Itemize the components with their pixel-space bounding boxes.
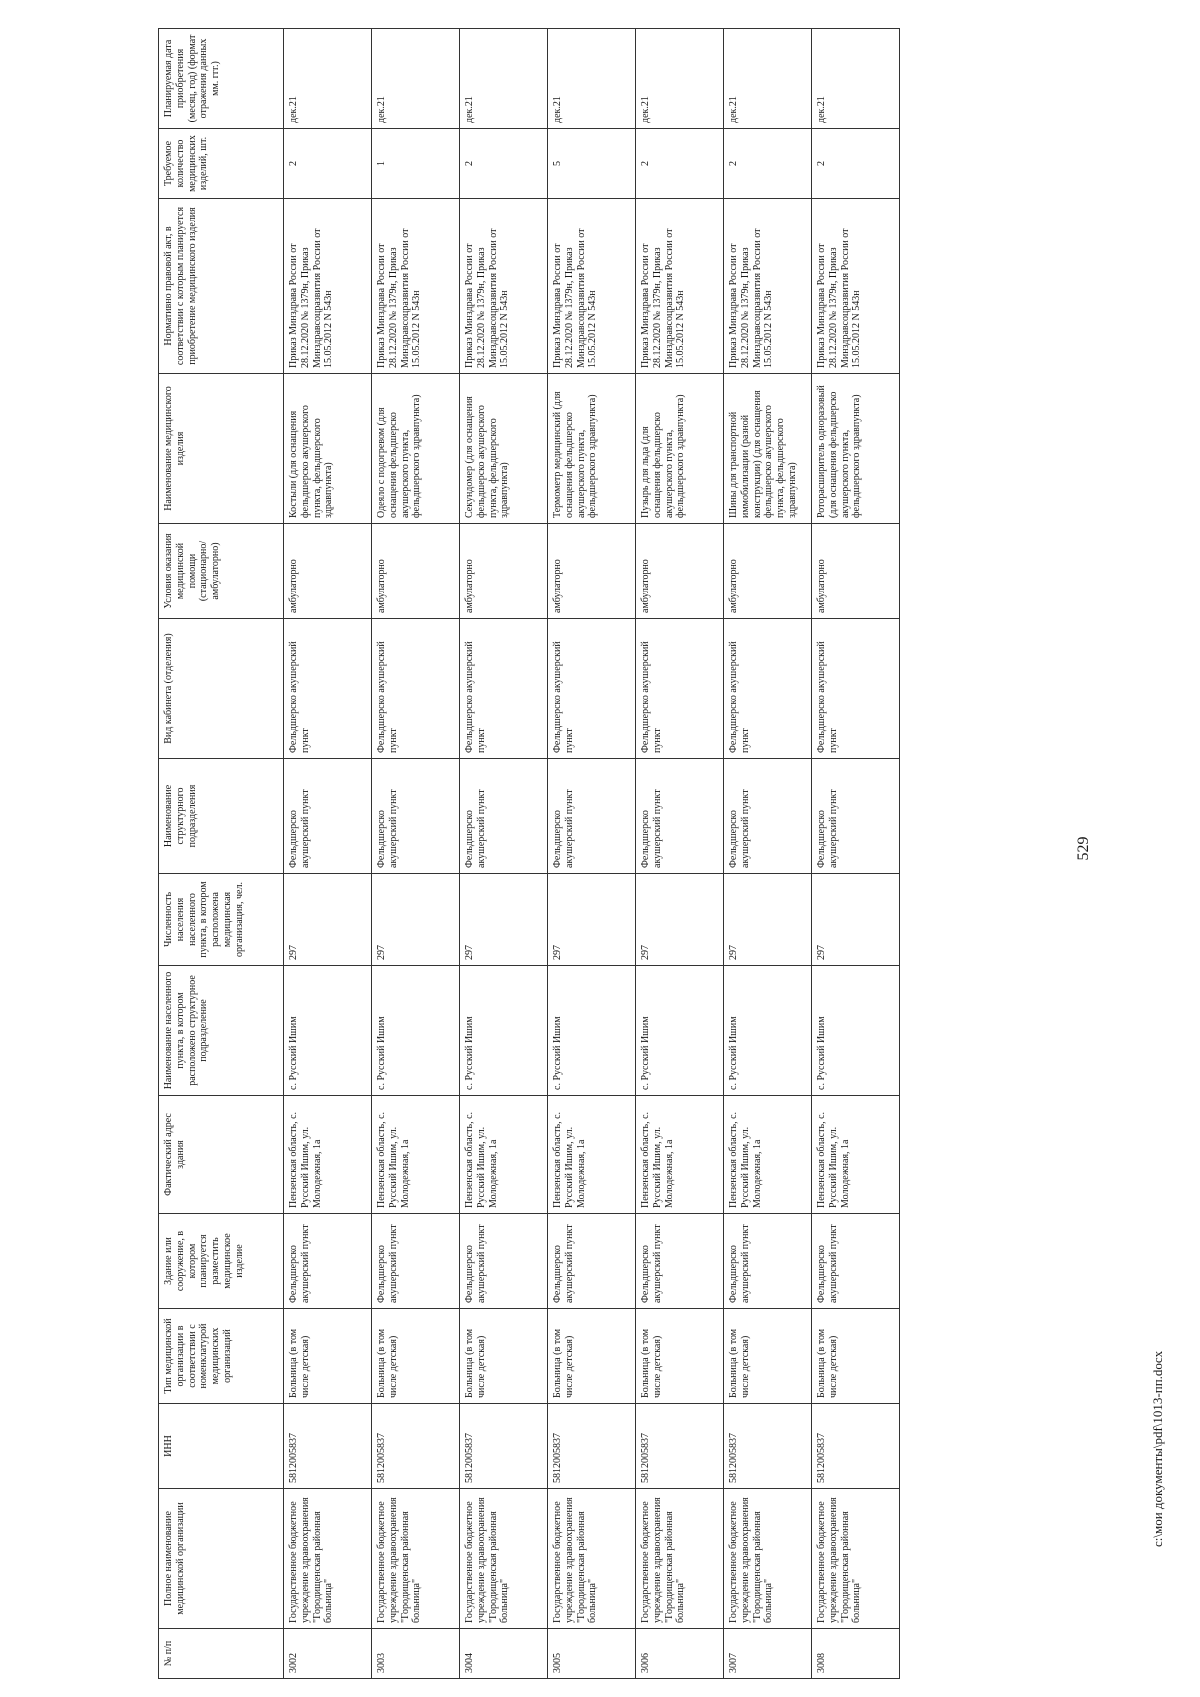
cell-conditions: амбулаторно <box>284 524 372 619</box>
cell-date: дек.21 <box>724 29 812 129</box>
cell-legal-act: Приказ Минздрава России от 28.12.2020 № 1379н, Приказ Минздравсоцразвития России от 15.05.2012 N 543н <box>636 199 724 374</box>
cell-unit: Фельдшерско акушерский пункт <box>548 759 636 874</box>
cell-unit: Фельдшерско акушерский пункт <box>460 759 548 874</box>
header-cell: Наименование медицинского изделия <box>159 374 284 524</box>
cell-device: Роторасширитель одноразовый (для оснащения фельдшерско акушерского пункта, фельдшерского здравпункта) <box>812 374 900 524</box>
cell-inn: 5812005837 <box>724 1404 812 1489</box>
cell-inn: 5812005837 <box>548 1404 636 1489</box>
cell-unit: Фельдшерско акушерский пункт <box>812 759 900 874</box>
cell-cabinet: Фельдшерско акушерский пункт <box>812 619 900 759</box>
cell-legal-act: Приказ Минздрава России от 28.12.2020 № 1379н, Приказ Минздравсоцразвития России от 15.05.2012 N 543н <box>724 199 812 374</box>
equipment-table <box>158 28 900 1679</box>
header-cell: Наименование структурного подразделения <box>159 759 284 874</box>
cell-building: Фельдшерско акушерский пункт <box>460 1214 548 1309</box>
cell-quantity: 1 <box>372 129 460 199</box>
cell-building: Фельдшерско акушерский пункт <box>548 1214 636 1309</box>
header-cell: Численность населения населенного пункта, в котором расположена медицинская организация, чел. <box>159 874 284 966</box>
header-cell: Здание или сооружение, в котором планируется разместить медицинское изделие <box>159 1214 284 1309</box>
header-cell: Фактический адрес здания <box>159 1096 284 1214</box>
cell-quantity: 2 <box>460 129 548 199</box>
cell-organization: Государственное бюджетное учреждение здравоохранения "Городищенская районная больница" <box>724 1489 812 1629</box>
cell-inn: 5812005837 <box>284 1404 372 1489</box>
cell-address: Пензенская область, с. Русский Ишим, ул. Молодежная, 1а <box>372 1096 460 1214</box>
cell-settlement: с. Русский Ишим <box>460 966 548 1096</box>
cell-number: 3004 <box>460 1629 548 1679</box>
cell-organization: Государственное бюджетное учреждение здравоохранения "Городищенская районная больница" <box>636 1489 724 1629</box>
cell-settlement: с. Русский Ишим <box>812 966 900 1096</box>
cell-organization: Государственное бюджетное учреждение здравоохранения "Городищенская районная больница" <box>460 1489 548 1629</box>
cell-device: Шины для транспортной иммобилизации (разной конструкции) (для оснащения фельдшерско акушерского пункта, фельдшерского здравпункта) <box>724 374 812 524</box>
cell-device: Одеяло с подогревом (для оснащения фельдшерско акушерского пункта, фельдшерского здравпункта) <box>372 374 460 524</box>
cell-date: дек.21 <box>460 29 548 129</box>
cell-conditions: амбулаторно <box>812 524 900 619</box>
cell-org-type: Больница (в том числе детская) <box>812 1309 900 1404</box>
cell-conditions: амбулаторно <box>636 524 724 619</box>
cell-inn: 5812005837 <box>812 1404 900 1489</box>
page-number: 529 <box>1075 836 1092 861</box>
cell-legal-act: Приказ Минздрава России от 28.12.2020 № 1379н, Приказ Минздравсоцразвития России от 15.05.2012 N 543н <box>548 199 636 374</box>
cell-legal-act: Приказ Минздрава России от 28.12.2020 № 1379н, Приказ Минздравсоцразвития России от 15.05.2012 N 543н <box>284 199 372 374</box>
cell-date: дек.21 <box>284 29 372 129</box>
cell-inn: 5812005837 <box>372 1404 460 1489</box>
cell-number: 3008 <box>812 1629 900 1679</box>
cell-population: 297 <box>548 874 636 966</box>
table-row <box>812 29 900 1679</box>
cell-population: 297 <box>284 874 372 966</box>
cell-device: Костыли (для оснащения фельдшерско акушерского пункта, фельдшерского здравпункта) <box>284 374 372 524</box>
header-cell: Условия оказания медицинской помощи (стационарно/ амбулаторно) <box>159 524 284 619</box>
cell-unit: Фельдшерско акушерский пункт <box>284 759 372 874</box>
cell-building: Фельдшерско акушерский пункт <box>636 1214 724 1309</box>
cell-building: Фельдшерско акушерский пункт <box>372 1214 460 1309</box>
cell-inn: 5812005837 <box>636 1404 724 1489</box>
header-cell: Полное наименование медицинской организации <box>159 1489 284 1629</box>
cell-quantity: 2 <box>812 129 900 199</box>
cell-quantity: 2 <box>284 129 372 199</box>
cell-conditions: амбулаторно <box>372 524 460 619</box>
cell-cabinet: Фельдшерско акушерский пункт <box>372 619 460 759</box>
cell-cabinet: Фельдшерско акушерский пункт <box>636 619 724 759</box>
table-row <box>548 29 636 1679</box>
cell-cabinet: Фельдшерско акушерский пункт <box>460 619 548 759</box>
cell-number: 3006 <box>636 1629 724 1679</box>
cell-settlement: с. Русский Ишим <box>724 966 812 1096</box>
cell-legal-act: Приказ Минздрава России от 28.12.2020 № 1379н, Приказ Минздравсоцразвития России от 15.05.2012 N 543н <box>460 199 548 374</box>
header-cell: Требуемое количество медицинских изделий, шт. <box>159 129 284 199</box>
cell-population: 297 <box>636 874 724 966</box>
cell-legal-act: Приказ Минздрава России от 28.12.2020 № 1379н, Приказ Минздравсоцразвития России от 15.05.2012 N 543н <box>812 199 900 374</box>
cell-quantity: 5 <box>548 129 636 199</box>
cell-date: дек.21 <box>372 29 460 129</box>
table-row <box>724 29 812 1679</box>
cell-org-type: Больница (в том числе детская) <box>460 1309 548 1404</box>
cell-quantity: 2 <box>724 129 812 199</box>
cell-cabinet: Фельдшерско акушерский пункт <box>284 619 372 759</box>
cell-unit: Фельдшерско акушерский пункт <box>724 759 812 874</box>
cell-settlement: с. Русский Ишим <box>548 966 636 1096</box>
header-cell: Наименование населенного пункта, в котором расположено структурное подразделение <box>159 966 284 1096</box>
cell-organization: Государственное бюджетное учреждение здравоохранения "Городищенская районная больница" <box>812 1489 900 1629</box>
cell-organization: Государственное бюджетное учреждение здравоохранения "Городищенская районная больница" <box>284 1489 372 1629</box>
cell-building: Фельдшерско акушерский пункт <box>284 1214 372 1309</box>
table-row <box>636 29 724 1679</box>
cell-inn: 5812005837 <box>460 1404 548 1489</box>
cell-device: Секундомер (для оснащения фельдшерско акушерского пункта, фельдшерского здравпункта) <box>460 374 548 524</box>
table-row <box>372 29 460 1679</box>
cell-number: 3007 <box>724 1629 812 1679</box>
cell-conditions: амбулаторно <box>724 524 812 619</box>
cell-date: дек.21 <box>636 29 724 129</box>
cell-address: Пензенская область, с. Русский Ишим, ул. Молодежная, 1а <box>284 1096 372 1214</box>
cell-unit: Фельдшерско акушерский пункт <box>372 759 460 874</box>
header-cell: № п/п <box>159 1629 284 1679</box>
header-cell: Вид кабинета (отделения) <box>159 619 284 759</box>
cell-cabinet: Фельдшерско акушерский пункт <box>548 619 636 759</box>
cell-org-type: Больница (в том числе детская) <box>636 1309 724 1404</box>
table-row <box>460 29 548 1679</box>
cell-org-type: Больница (в том числе детская) <box>724 1309 812 1404</box>
cell-date: дек.21 <box>812 29 900 129</box>
footer-file-path: c:\мои документы\pdf\1013-пп.docx <box>1150 1350 1165 1547</box>
table-row <box>284 29 372 1679</box>
cell-address: Пензенская область, с. Русский Ишим, ул. Молодежная, 1а <box>724 1096 812 1214</box>
cell-address: Пензенская область, с. Русский Ишим, ул. Молодежная, 1а <box>812 1096 900 1214</box>
cell-settlement: с. Русский Ишим <box>636 966 724 1096</box>
cell-cabinet: Фельдшерско акушерский пункт <box>724 619 812 759</box>
cell-building: Фельдшерско акушерский пункт <box>812 1214 900 1309</box>
cell-organization: Государственное бюджетное учреждение здравоохранения "Городищенская районная больница" <box>548 1489 636 1629</box>
cell-number: 3005 <box>548 1629 636 1679</box>
cell-number: 3002 <box>284 1629 372 1679</box>
cell-address: Пензенская область, с. Русский Ишим, ул. Молодежная, 1а <box>548 1096 636 1214</box>
cell-population: 297 <box>372 874 460 966</box>
cell-address: Пензенская область, с. Русский Ишим, ул. Молодежная, 1а <box>460 1096 548 1214</box>
header-cell: ИНН <box>159 1404 284 1489</box>
cell-conditions: амбулаторно <box>460 524 548 619</box>
cell-building: Фельдшерско акушерский пункт <box>724 1214 812 1309</box>
cell-org-type: Больница (в том числе детская) <box>284 1309 372 1404</box>
cell-org-type: Больница (в том числе детская) <box>548 1309 636 1404</box>
cell-number: 3003 <box>372 1629 460 1679</box>
cell-population: 297 <box>812 874 900 966</box>
cell-legal-act: Приказ Минздрава России от 28.12.2020 № 1379н, Приказ Минздравсоцразвития России от 15.05.2012 N 543н <box>372 199 460 374</box>
cell-settlement: с. Русский Ишим <box>284 966 372 1096</box>
cell-device: Термометр медицинский (для оснащения фельдшерско акушерского пункта, фельдшерского здравпункта) <box>548 374 636 524</box>
cell-settlement: с. Русский Ишим <box>372 966 460 1096</box>
header-cell: Тип медицинской организации в соответствии с номенклатурой медицинских организаций <box>159 1309 284 1404</box>
cell-conditions: амбулаторно <box>548 524 636 619</box>
cell-unit: Фельдшерско акушерский пункт <box>636 759 724 874</box>
cell-org-type: Больница (в том числе детская) <box>372 1309 460 1404</box>
cell-date: дек.21 <box>548 29 636 129</box>
cell-population: 297 <box>460 874 548 966</box>
cell-population: 297 <box>724 874 812 966</box>
cell-address: Пензенская область, с. Русский Ишим, ул. Молодежная, 1а <box>636 1096 724 1214</box>
header-row <box>159 29 284 1679</box>
header-cell: Нормативно правовой акт, в соответствии с которым планируется приобретение медицинского изделия <box>159 199 284 374</box>
header-cell: Планируемая дата приобретения (месяц, год) (формат отражения данных мм. ггг.) <box>159 29 284 129</box>
cell-device: Пузырь для льда (для оснащения фельдшерско акушерского пункта, фельдшерского здравпункта) <box>636 374 724 524</box>
cell-organization: Государственное бюджетное учреждение здравоохранения "Городищенская районная больница" <box>372 1489 460 1629</box>
cell-quantity: 2 <box>636 129 724 199</box>
